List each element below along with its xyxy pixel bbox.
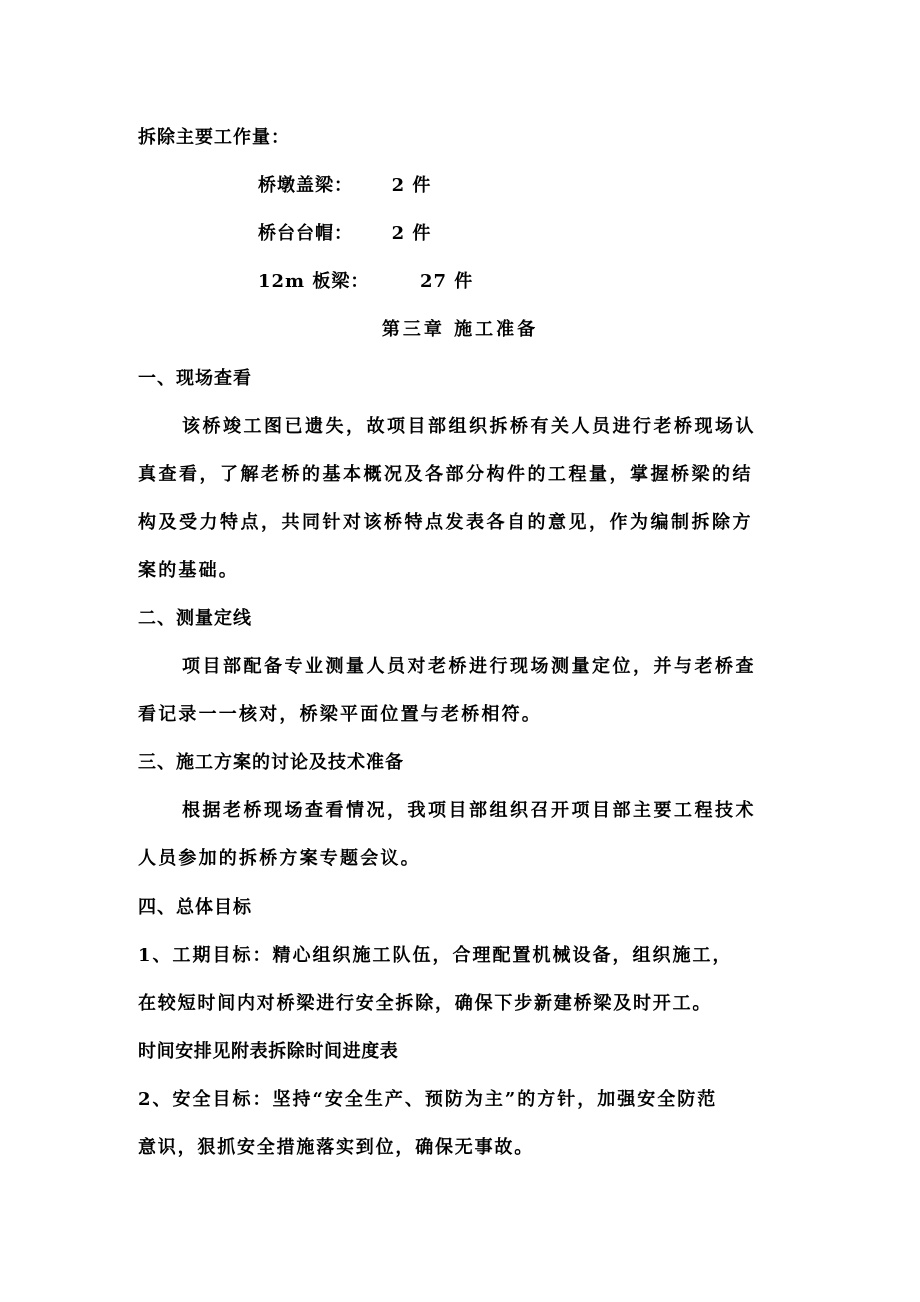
section-1-line-1: 该桥竣工图已遗失，故项目部组织拆桥有关人员进行老桥现场认 <box>182 416 756 437</box>
section-3-line-1: 根据老桥现场查看情况，我项目部组织召开项目部主要工程技术 <box>182 800 756 821</box>
workload-item-label: 12m 板梁： <box>258 271 370 292</box>
workload-item-label: 桥台台帽： <box>258 223 353 244</box>
workload-item-3 <box>258 270 473 294</box>
chapter-title: 第三章 施工准备 <box>381 319 539 340</box>
section-4-line-4: 2、安全目标：坚持“安全生产、预防为主”的方针，加强安全防范 <box>138 1089 718 1110</box>
section-1-line-3: 构及受力特点，共同针对该桥特点发表各自的意见，作为编制拆除方 <box>138 512 753 533</box>
workload-item-qty: 2 件 <box>391 223 432 244</box>
section-heading-3: 三、施工方案的讨论及技术准备 <box>138 752 404 773</box>
section-heading-4: 四、总体目标 <box>138 897 252 918</box>
section-4-line-5: 意识，狠抓安全措施落实到位，确保无事故。 <box>138 1137 534 1158</box>
section-4-line-3: 时间安排见附表拆除时间进度表 <box>138 1041 399 1062</box>
section-3-line-2: 人员参加的拆桥方案专题会议。 <box>138 848 421 869</box>
section-1-line-2: 真查看，了解老桥的基本概况及各部分构件的工程量，掌握桥梁的结 <box>138 464 753 485</box>
section-1-line-4: 案的基础。 <box>138 560 239 581</box>
workload-title: 拆除主要工作量： <box>138 127 290 148</box>
workload-item-qty: 2 件 <box>391 175 432 196</box>
workload-item-1 <box>258 174 431 198</box>
section-2-line-1: 项目部配备专业测量人员对老桥进行现场测量定位，并与老桥查 <box>182 656 756 677</box>
section-2-line-2: 看记录一一核对，桥梁平面位置与老桥相符。 <box>138 704 542 725</box>
workload-item-label: 桥墩盖梁： <box>258 175 353 196</box>
section-4-line-1: 1、工期目标：精心组织施工队伍，合理配置机械设备，组织施工， <box>138 945 733 966</box>
section-heading-2: 二、测量定线 <box>138 608 252 629</box>
section-4-line-2: 在较短时间内对桥梁进行安全拆除，确保下步新建桥梁及时开工。 <box>138 993 713 1014</box>
workload-item-qty: 27 件 <box>419 271 474 292</box>
workload-item-2 <box>258 222 431 246</box>
section-heading-1: 一、现场查看 <box>138 368 252 389</box>
